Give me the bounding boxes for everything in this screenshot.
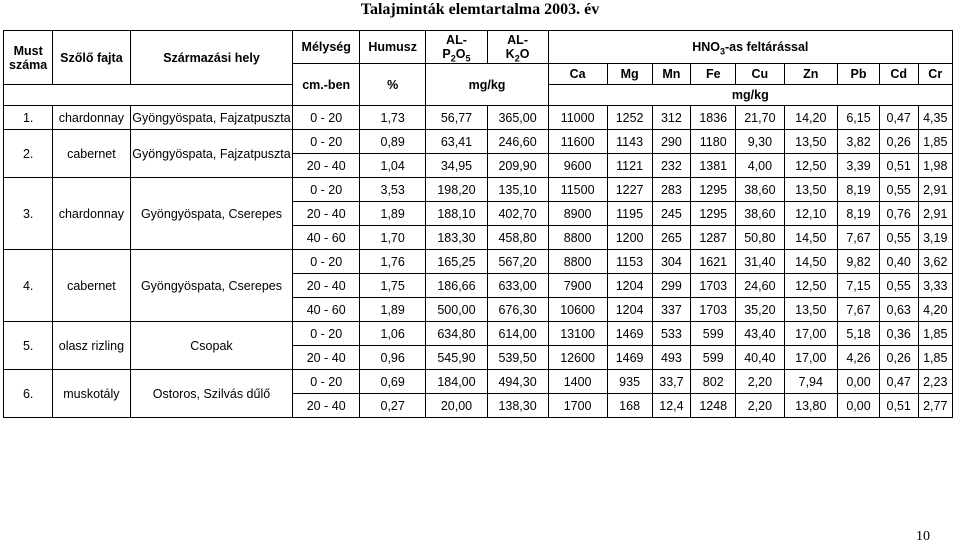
sample-variety: chardonnay bbox=[53, 106, 130, 130]
sample-origin: Gyöngyöspata, Cserepes bbox=[130, 250, 293, 322]
table-cell: 0 - 20 bbox=[293, 106, 359, 130]
table-cell: 1381 bbox=[691, 154, 736, 178]
table-cell: 246,60 bbox=[487, 130, 548, 154]
table-cell: 20 - 40 bbox=[293, 202, 359, 226]
table-cell: 17,00 bbox=[784, 346, 838, 370]
sample-variety: chardonnay bbox=[53, 178, 130, 250]
table-cell: 188,10 bbox=[426, 202, 487, 226]
element-header: Mn bbox=[652, 64, 691, 85]
table-cell: 0,89 bbox=[359, 130, 425, 154]
table-cell: 10600 bbox=[548, 298, 607, 322]
table-cell: 17,00 bbox=[784, 322, 838, 346]
table-cell: 0 - 20 bbox=[293, 130, 359, 154]
table-cell: 8800 bbox=[548, 250, 607, 274]
table-cell: 1469 bbox=[607, 322, 652, 346]
table-cell: 0,51 bbox=[879, 154, 918, 178]
table-cell: 184,00 bbox=[426, 370, 487, 394]
table-cell: 9,30 bbox=[736, 130, 784, 154]
element-header: Cr bbox=[918, 64, 952, 85]
element-header: Pb bbox=[838, 64, 880, 85]
sample-number: 3. bbox=[4, 178, 53, 250]
table-cell: 4,26 bbox=[838, 346, 880, 370]
table-row bbox=[4, 370, 953, 394]
table-cell: 0,55 bbox=[879, 226, 918, 250]
element-header: Zn bbox=[784, 64, 838, 85]
table-cell: 1195 bbox=[607, 202, 652, 226]
table-cell: 20 - 40 bbox=[293, 394, 359, 418]
table-cell: 12,50 bbox=[784, 154, 838, 178]
table-cell: 290 bbox=[652, 130, 691, 154]
table-cell: 0,55 bbox=[879, 178, 918, 202]
table-cell: 1700 bbox=[548, 394, 607, 418]
table-cell: 1703 bbox=[691, 274, 736, 298]
table-cell: 3,39 bbox=[838, 154, 880, 178]
table-cell: 1204 bbox=[607, 274, 652, 298]
table-cell: 43,40 bbox=[736, 322, 784, 346]
table-cell: 0,26 bbox=[879, 130, 918, 154]
header-row-1 bbox=[4, 31, 953, 64]
table-cell: 935 bbox=[607, 370, 652, 394]
table-cell: 12,10 bbox=[784, 202, 838, 226]
al-unit: mg/kg bbox=[426, 64, 548, 106]
table-cell: 494,30 bbox=[487, 370, 548, 394]
table-cell: 38,60 bbox=[736, 178, 784, 202]
table-row bbox=[4, 178, 953, 202]
table-cell: 2,20 bbox=[736, 394, 784, 418]
table-cell: 3,19 bbox=[918, 226, 952, 250]
elements-unit: mg/kg bbox=[548, 85, 952, 106]
table-cell: 0 - 20 bbox=[293, 178, 359, 202]
table-cell: 1252 bbox=[607, 106, 652, 130]
table-cell: 1121 bbox=[607, 154, 652, 178]
table-cell: 1200 bbox=[607, 226, 652, 250]
element-header: Cu bbox=[736, 64, 784, 85]
table-cell: 0 - 20 bbox=[293, 370, 359, 394]
hno3-header: $HNO_3-as$ feltárással bbox=[548, 31, 952, 64]
table-cell: 33,7 bbox=[652, 370, 691, 394]
table-cell: 1,70 bbox=[359, 226, 425, 250]
table-cell: 1248 bbox=[691, 394, 736, 418]
table-cell: 168 bbox=[607, 394, 652, 418]
sample-number: 1. bbox=[4, 106, 53, 130]
table-cell: 1,76 bbox=[359, 250, 425, 274]
table-cell: 539,50 bbox=[487, 346, 548, 370]
table-cell: 7,67 bbox=[838, 298, 880, 322]
table-cell: 20 - 40 bbox=[293, 346, 359, 370]
sample-number: 2. bbox=[4, 130, 53, 178]
table-cell: 458,80 bbox=[487, 226, 548, 250]
table-cell: 365,00 bbox=[487, 106, 548, 130]
table-cell: 1295 bbox=[691, 202, 736, 226]
table-cell: 21,70 bbox=[736, 106, 784, 130]
table-cell: 1,73 bbox=[359, 106, 425, 130]
sample-variety: olasz rizling bbox=[53, 322, 130, 370]
table-cell: 38,60 bbox=[736, 202, 784, 226]
table-cell: 8,19 bbox=[838, 178, 880, 202]
table-cell: 13,80 bbox=[784, 394, 838, 418]
table-cell: 3,33 bbox=[918, 274, 952, 298]
table-cell: 8900 bbox=[548, 202, 607, 226]
table-cell: 40 - 60 bbox=[293, 298, 359, 322]
sample-variety: cabernet bbox=[53, 130, 130, 178]
table-cell: 402,70 bbox=[487, 202, 548, 226]
sample-number: 5. bbox=[4, 322, 53, 370]
table-cell: 0 - 20 bbox=[293, 322, 359, 346]
table-cell: 599 bbox=[691, 346, 736, 370]
table-cell: 232 bbox=[652, 154, 691, 178]
table-cell: 165,25 bbox=[426, 250, 487, 274]
table-cell: 500,00 bbox=[426, 298, 487, 322]
table-cell: 1703 bbox=[691, 298, 736, 322]
table-cell: 0,51 bbox=[879, 394, 918, 418]
table-cell: 1153 bbox=[607, 250, 652, 274]
table-cell: 13100 bbox=[548, 322, 607, 346]
table-cell: 312 bbox=[652, 106, 691, 130]
table-cell: 0,00 bbox=[838, 370, 880, 394]
table-cell: 1180 bbox=[691, 130, 736, 154]
page-title: Talajminták elemtartalma 2003. év bbox=[360, 1, 600, 18]
table-cell: 1,85 bbox=[918, 346, 952, 370]
table-row bbox=[4, 322, 953, 346]
table-cell: 40,40 bbox=[736, 346, 784, 370]
table-cell: 1621 bbox=[691, 250, 736, 274]
table-cell: 3,82 bbox=[838, 130, 880, 154]
table-cell: 1,98 bbox=[918, 154, 952, 178]
table-cell: 1227 bbox=[607, 178, 652, 202]
element-header: Fe bbox=[691, 64, 736, 85]
table-cell: 5,18 bbox=[838, 322, 880, 346]
table-cell: 633,00 bbox=[487, 274, 548, 298]
table-cell: 20,00 bbox=[426, 394, 487, 418]
table-cell: 12,4 bbox=[652, 394, 691, 418]
grape-variety-header: Szőlő fajta bbox=[53, 31, 130, 85]
table-row bbox=[4, 130, 953, 154]
table-cell: 138,30 bbox=[487, 394, 548, 418]
table-cell: 245 bbox=[652, 202, 691, 226]
table-cell: 20 - 40 bbox=[293, 274, 359, 298]
table-cell: 186,66 bbox=[426, 274, 487, 298]
table-cell: 493 bbox=[652, 346, 691, 370]
table-row bbox=[4, 250, 953, 274]
table-cell: 1287 bbox=[691, 226, 736, 250]
table-cell: 1204 bbox=[607, 298, 652, 322]
table-cell: 1,89 bbox=[359, 298, 425, 322]
table-cell: 3,62 bbox=[918, 250, 952, 274]
table-cell: 2,20 bbox=[736, 370, 784, 394]
table-cell: 4,35 bbox=[918, 106, 952, 130]
table-cell: 6,15 bbox=[838, 106, 880, 130]
table-cell: 533 bbox=[652, 322, 691, 346]
table-cell: 11600 bbox=[548, 130, 607, 154]
table-cell: 7,15 bbox=[838, 274, 880, 298]
table-cell: 0,63 bbox=[879, 298, 918, 322]
table-cell: 614,00 bbox=[487, 322, 548, 346]
table-cell: 13,50 bbox=[784, 178, 838, 202]
table-cell: 1400 bbox=[548, 370, 607, 394]
table-cell: 135,10 bbox=[487, 178, 548, 202]
sample-number: 6. bbox=[4, 370, 53, 418]
table-cell: 1836 bbox=[691, 106, 736, 130]
sample-number: 4. bbox=[4, 250, 53, 322]
depth-header: Mélység bbox=[293, 31, 359, 64]
table-cell: 63,41 bbox=[426, 130, 487, 154]
table-cell: 0,76 bbox=[879, 202, 918, 226]
table-cell: 0,26 bbox=[879, 346, 918, 370]
table-cell: 4,20 bbox=[918, 298, 952, 322]
humus-header: Humusz bbox=[359, 31, 425, 64]
table-cell: 40 - 60 bbox=[293, 226, 359, 250]
sample-origin: Gyöngyöspata, Cserepes bbox=[130, 178, 293, 250]
table-cell: 1,04 bbox=[359, 154, 425, 178]
table-cell: 1469 bbox=[607, 346, 652, 370]
al-k2o-header: AL- $K_2O$ bbox=[487, 31, 548, 64]
table-cell: 13,50 bbox=[784, 130, 838, 154]
sample-origin: Gyöngyöspata, Fajzatpuszta bbox=[130, 130, 293, 178]
table-cell: 1,89 bbox=[359, 202, 425, 226]
table-cell: 337 bbox=[652, 298, 691, 322]
sample-origin: Ostoros, Szilvás dűlő bbox=[130, 370, 293, 418]
table-cell: 2,23 bbox=[918, 370, 952, 394]
soil-samples-table bbox=[3, 30, 953, 418]
table-cell: 11000 bbox=[548, 106, 607, 130]
table-cell: 34,95 bbox=[426, 154, 487, 178]
depth-unit: cm.-ben bbox=[293, 64, 359, 106]
table-cell: 12600 bbox=[548, 346, 607, 370]
table-cell: 198,20 bbox=[426, 178, 487, 202]
origin-header: Származási hely bbox=[130, 31, 293, 85]
table-body bbox=[4, 106, 953, 418]
table-cell: 183,30 bbox=[426, 226, 487, 250]
table-cell: 9,82 bbox=[838, 250, 880, 274]
table-cell: 12,50 bbox=[784, 274, 838, 298]
table-cell: 1143 bbox=[607, 130, 652, 154]
table-cell: 56,77 bbox=[426, 106, 487, 130]
table-cell: 31,40 bbox=[736, 250, 784, 274]
element-header: Cd bbox=[879, 64, 918, 85]
table-cell: 634,80 bbox=[426, 322, 487, 346]
table-cell: 0,47 bbox=[879, 370, 918, 394]
element-header: Ca bbox=[548, 64, 607, 85]
table-cell: 2,91 bbox=[918, 178, 952, 202]
table-cell: 14,50 bbox=[784, 250, 838, 274]
table-cell: 0 - 20 bbox=[293, 250, 359, 274]
must-number-header: Must száma bbox=[4, 31, 53, 85]
table-cell: 0,27 bbox=[359, 394, 425, 418]
al-p2o5-header: AL- $P_2O_5$ bbox=[426, 31, 487, 64]
table-cell: 20 - 40 bbox=[293, 154, 359, 178]
table-cell: 265 bbox=[652, 226, 691, 250]
table-cell: 1,06 bbox=[359, 322, 425, 346]
table-cell: 8800 bbox=[548, 226, 607, 250]
table-cell: 7,67 bbox=[838, 226, 880, 250]
table-cell: 13,50 bbox=[784, 298, 838, 322]
table-cell: 35,20 bbox=[736, 298, 784, 322]
table-cell: 283 bbox=[652, 178, 691, 202]
table-cell: 567,20 bbox=[487, 250, 548, 274]
table-cell: 545,90 bbox=[426, 346, 487, 370]
table-cell: 0,69 bbox=[359, 370, 425, 394]
humus-unit: % bbox=[359, 64, 425, 106]
table-cell: 299 bbox=[652, 274, 691, 298]
table-cell: 3,53 bbox=[359, 178, 425, 202]
table-cell: 802 bbox=[691, 370, 736, 394]
element-header: Mg bbox=[607, 64, 652, 85]
table-cell: 8,19 bbox=[838, 202, 880, 226]
table-cell: 2,91 bbox=[918, 202, 952, 226]
table-cell: 0,55 bbox=[879, 274, 918, 298]
table-cell: 4,00 bbox=[736, 154, 784, 178]
table-cell: 1295 bbox=[691, 178, 736, 202]
table-cell: 0,36 bbox=[879, 322, 918, 346]
sample-origin: Csopak bbox=[130, 322, 293, 370]
table-cell: 50,80 bbox=[736, 226, 784, 250]
table-cell: 11500 bbox=[548, 178, 607, 202]
table-cell: 0,00 bbox=[838, 394, 880, 418]
page-number: 10 bbox=[916, 529, 930, 544]
table-cell: 1,85 bbox=[918, 130, 952, 154]
table-cell: 14,50 bbox=[784, 226, 838, 250]
table-cell: 209,90 bbox=[487, 154, 548, 178]
table-cell: 0,96 bbox=[359, 346, 425, 370]
sample-variety: cabernet bbox=[53, 250, 130, 322]
table-cell: 304 bbox=[652, 250, 691, 274]
table-cell: 599 bbox=[691, 322, 736, 346]
table-cell: 7,94 bbox=[784, 370, 838, 394]
sample-variety: muskotály bbox=[53, 370, 130, 418]
table-cell: 0,47 bbox=[879, 106, 918, 130]
table-cell: 1,75 bbox=[359, 274, 425, 298]
table-cell: 2,77 bbox=[918, 394, 952, 418]
table-cell: 0,40 bbox=[879, 250, 918, 274]
table-row bbox=[4, 106, 953, 130]
table-cell: 14,20 bbox=[784, 106, 838, 130]
table-cell: 7900 bbox=[548, 274, 607, 298]
table-cell: 1,85 bbox=[918, 322, 952, 346]
sample-origin: Gyöngyöspata, Fajzatpuszta bbox=[130, 106, 293, 130]
table-cell: 9600 bbox=[548, 154, 607, 178]
table-cell: 24,60 bbox=[736, 274, 784, 298]
table-cell: 676,30 bbox=[487, 298, 548, 322]
